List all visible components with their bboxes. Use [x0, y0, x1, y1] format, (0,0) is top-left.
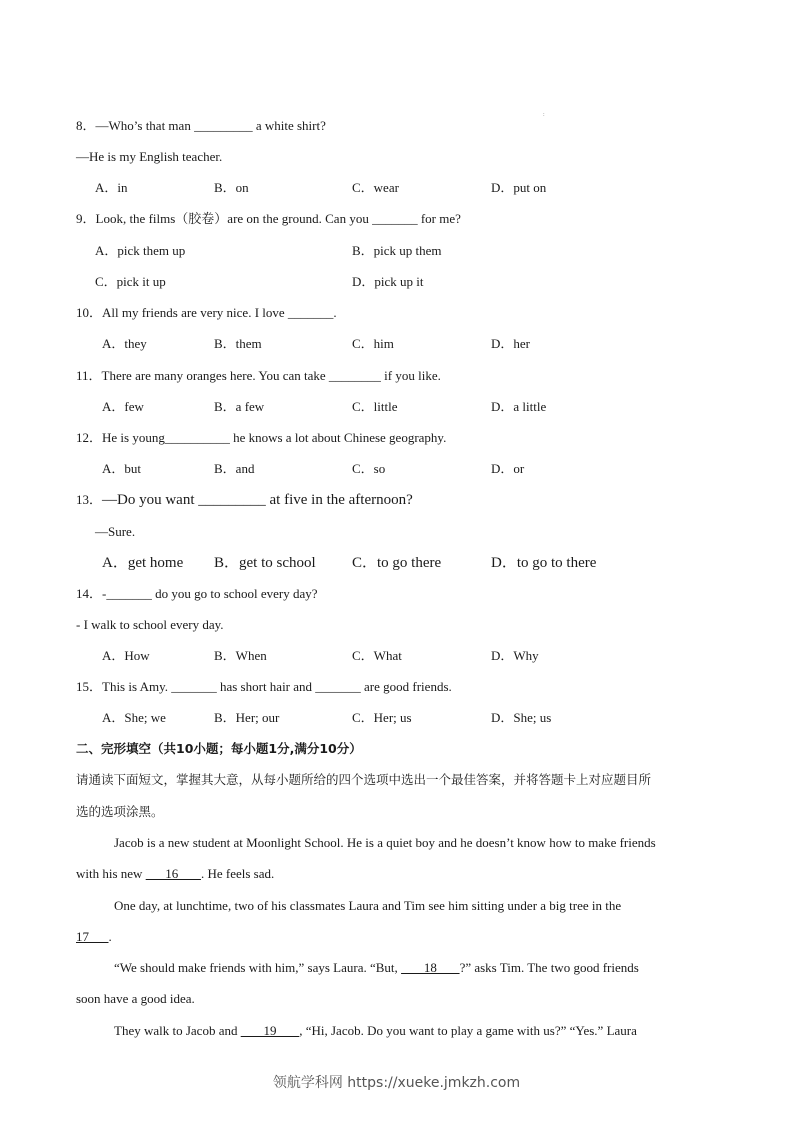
blank-16: 16	[145, 866, 201, 881]
passage-line-blank-16: with his new 16 . He feels sad.	[76, 866, 275, 881]
question-9-option-b: B．pick up them	[352, 243, 442, 258]
question-14-option-a: A．How	[102, 648, 150, 663]
blank-18: 18	[401, 960, 460, 975]
question-12-option-c: C．so	[352, 461, 386, 476]
question-8-stem: 8．—Who’s that man _________ a white shirt?	[76, 118, 326, 133]
question-12-stem: 12．He is young__________ he knows a lot about Chinese geography.	[76, 430, 447, 445]
question-13-option-a: A．get home	[102, 555, 184, 571]
question-9-stem: 9．Look, the films（胶卷）are on the ground. Can you _______ for me?	[76, 211, 461, 226]
question-9-option-a: A．pick them up	[95, 243, 186, 258]
question-14-reply: - I walk to school every day.	[76, 617, 224, 632]
stray-mark: :	[543, 112, 545, 118]
question-15-option-b: B．Her; our	[214, 710, 280, 725]
blank-17: 17	[76, 929, 109, 944]
question-11-option-c: C．little	[352, 399, 398, 414]
question-13-option-b: B．get to school	[214, 555, 316, 571]
instruction-line-2: 选的选项涂黑。	[76, 804, 164, 819]
question-13-option-d: D．to go to there	[491, 555, 597, 571]
question-13-option-c: C．to go there	[352, 555, 442, 571]
page-footer-watermark: 领航学科网 https://xueke.jmkzh.com	[272, 1075, 521, 1091]
question-15-option-a: A．She; we	[102, 710, 166, 725]
question-14-stem: 14．-_______ do you go to school every day?	[76, 586, 318, 601]
question-8-option-a: A．in	[95, 180, 128, 195]
blank-19: 19	[240, 1023, 300, 1038]
question-14-option-d: D．Why	[491, 648, 539, 663]
question-13-stem: —Do you want _________ at five in the afternoon?	[102, 492, 413, 508]
question-11-option-b: B．a few	[214, 399, 265, 414]
question-12-option-b: B．and	[214, 461, 255, 476]
question-13-reply: —Sure.	[95, 524, 136, 539]
question-10-stem: 10．All my friends are very nice. I love _______.	[76, 305, 337, 320]
question-8-option-b: B．on	[214, 180, 249, 195]
question-15-stem: 15．This is Amy. _______ has short hair and _______ are good friends.	[76, 679, 452, 694]
question-11-stem: 11．There are many oranges here. You can take ________ if you like.	[76, 368, 441, 383]
question-8-option-d: D．put on	[491, 180, 547, 195]
question-10-option-c: C．him	[352, 336, 394, 351]
question-15-option-c: C．Her; us	[352, 710, 412, 725]
question-8-reply: —He is my English teacher.	[76, 149, 223, 164]
question-10-option-b: B．them	[214, 336, 262, 351]
question-15-option-d: D．She; us	[491, 710, 552, 725]
question-11-option-d: D．a little	[491, 399, 547, 414]
question-8-option-c: C．wear	[352, 180, 399, 195]
question-14-option-c: C．What	[352, 648, 402, 663]
passage-line-blank-17: 17 .	[76, 929, 112, 944]
question-12-option-a: A．but	[102, 461, 142, 476]
question-14-option-b: B．When	[214, 648, 267, 663]
question-13-stem-line	[76, 492, 413, 508]
passage-line-blank-18: “We should make friends with him,” says Laura. “But, 18 ?” asks Tim. The two good friends	[114, 960, 639, 975]
question-13-number: 13．	[76, 492, 103, 507]
question-12-option-d: D．or	[491, 461, 525, 476]
passage-line: Jacob is a new student at Moonlight School. He is a quiet boy and he doesn’t know how to make friends	[114, 835, 656, 850]
question-9-option-c: C．pick it up	[95, 274, 166, 289]
passage-line-blank-19: They walk to Jacob and 19 , “Hi, Jacob. Do you want to play a game with us?” “Yes.” Laura	[114, 1023, 637, 1038]
question-9-option-d: D．pick up it	[352, 274, 424, 289]
section-heading: 二、完形填空（共10小题；每小题1分,满分10分）	[76, 741, 362, 756]
passage-line: One day, at lunchtime, two of his classmates Laura and Tim see him sitting under a big tree in the	[114, 898, 622, 913]
question-11-option-a: A．few	[102, 399, 144, 414]
instruction-line-1: 请通读下面短文，掌握其大意，从每小题所给的四个选项中选出一个最佳答案，并将答题卡上对应题目所	[76, 772, 652, 787]
question-10-option-d: D．her	[491, 336, 530, 351]
question-10-option-a: A．they	[102, 336, 147, 351]
passage-line: soon have a good idea.	[76, 991, 195, 1006]
